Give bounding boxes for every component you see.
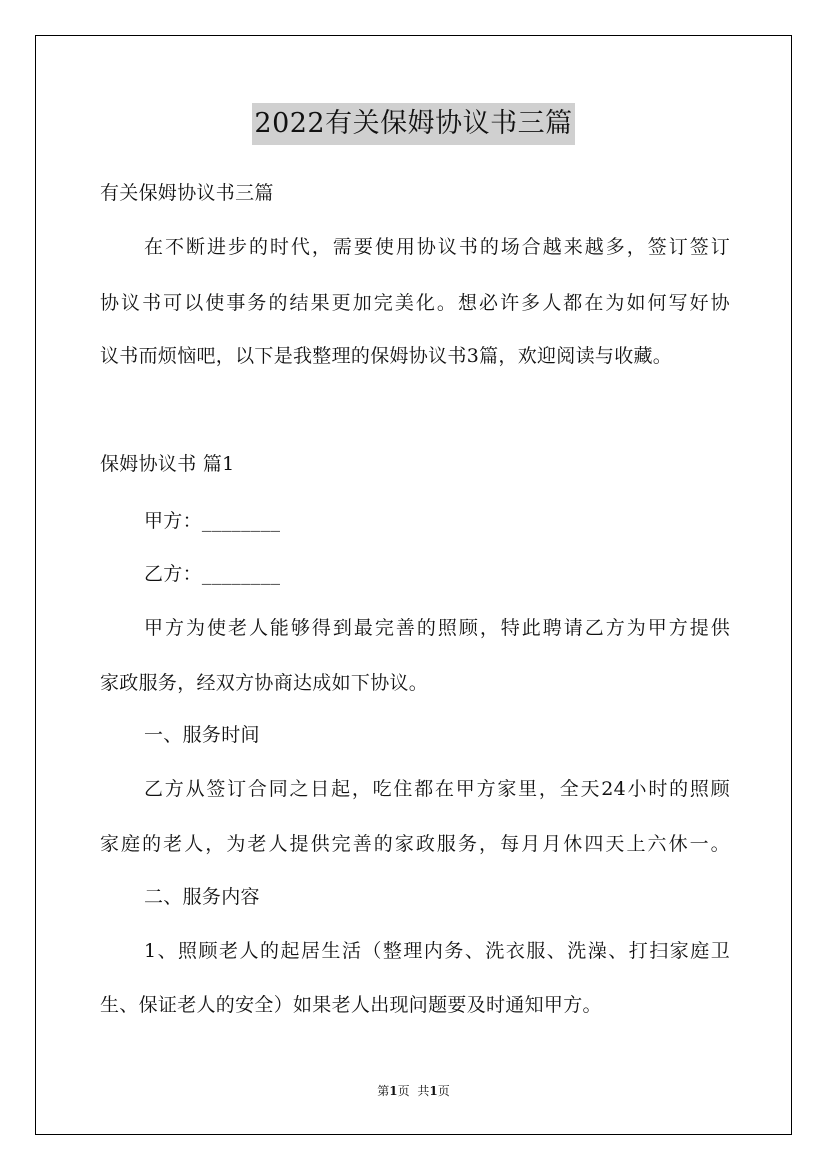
footer-page-number: 1: [389, 1084, 398, 1098]
document-title: [0, 103, 827, 145]
clause-2-line-1: 1、照顾老人的起居生活（整理内务、洗衣服、洗澡、打扫家庭卫: [144, 940, 730, 962]
clause-1-line-1: 乙方从签订合同之日起，吃住都在甲方家里，全天24小时的照顾: [144, 778, 730, 800]
footer-total-prefix: 共: [417, 1084, 430, 1098]
clause-2-heading: 二、服务内容: [144, 886, 260, 908]
footer-total-label: 页: [437, 1084, 450, 1098]
clause-1-line-2: 家庭的老人，为老人提供完善的家政服务，每月月休四天上六休一。: [100, 833, 730, 855]
page-footer: [0, 1082, 827, 1100]
clause-2-line-2: 生、保证老人的安全）如果老人出现问题要及时通知甲方。: [100, 994, 602, 1016]
purpose-line-1: 甲方为使老人能够得到最完善的照顾，特此聘请乙方为甲方提供: [144, 617, 730, 639]
document-subtitle: 有关保姆协议书三篇: [100, 182, 274, 204]
intro-line-3: 议书而烦恼吧，以下是我整理的保姆协议书3篇，欢迎阅读与收藏。: [100, 345, 673, 367]
section-heading: 保姆协议书 篇1: [100, 453, 235, 475]
purpose-line-2: 家政服务，经双方协商达成如下协议。: [100, 672, 429, 694]
footer-page-label: 页: [397, 1084, 410, 1098]
intro-line-1: 在不断进步的时代，需要使用协议书的场合越来越多，签订签订: [144, 236, 730, 258]
clause-1-heading: 一、服务时间: [144, 724, 260, 746]
intro-line-2: 协议书可以使事务的结果更加完美化。想必许多人都在为如何写好协: [100, 292, 730, 314]
footer-total-pages: 1: [429, 1084, 438, 1098]
document-title-text: 2022有关保姆协议书三篇: [252, 103, 574, 145]
party-a-line: 甲方：________: [144, 510, 281, 532]
party-b-line: 乙方：________: [144, 563, 281, 585]
footer-page-prefix: 第: [377, 1084, 390, 1098]
